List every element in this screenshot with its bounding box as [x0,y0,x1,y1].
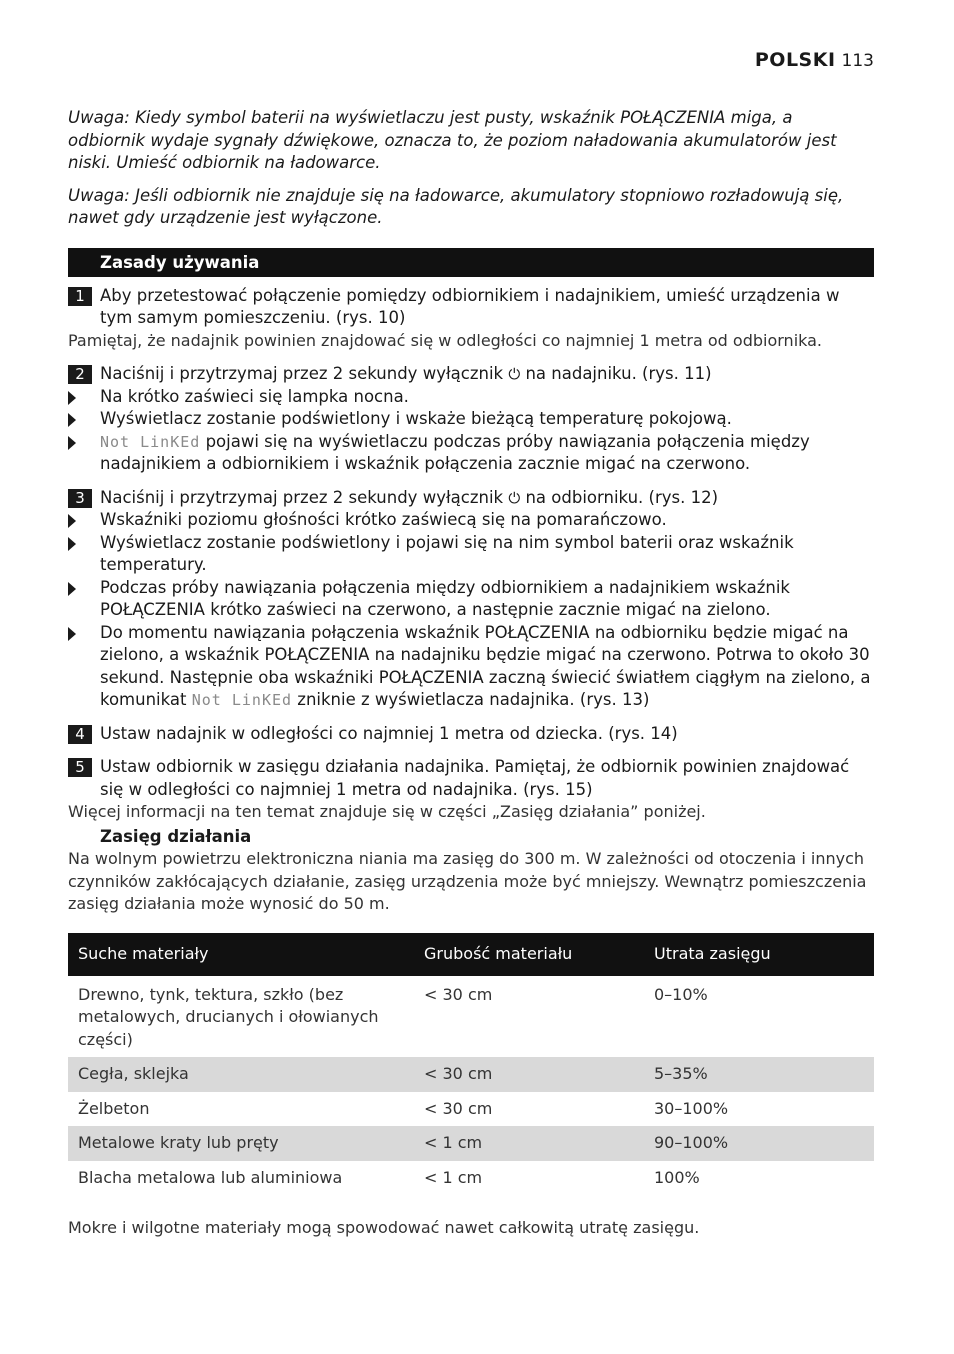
page-header [755,49,874,71]
bullet-item [68,431,874,476]
triangle-bullet-icon [68,514,76,528]
table-cell: Żelbeton [78,1098,150,1118]
table-cell: < 30 cm [424,1098,493,1118]
bullet-item [68,408,874,431]
step-number: 5 [68,758,92,777]
bullet-text: Podczas próby nawiązania połączenia między odbiornikiem a nadajnikiem wskaźnik POŁĄCZENIA krótko zaświeci na czerwono, a następnie zacznie migać na zielono. [100,577,790,619]
note-discharge: Uwaga: Jeśli odbiornik nie znajduje się na ładowarce, akumulatory stopniowo rozładowują się, nawet gdy urządzenie jest wyłączone. [68,185,844,227]
table-row [68,1126,874,1161]
footer-note: Mokre i wilgotne materiały mogą spowodować nawet całkowitą utratę zasięgu. [68,1218,700,1237]
table-cell: < 30 cm [414,1057,644,1092]
table-cell: Cegła, sklejka [68,1057,414,1092]
step-number: 4 [68,725,92,744]
table-cell: < 30 cm [424,984,493,1004]
table-cell: Blacha metalowa lub aluminiowa [78,1167,343,1187]
page-number: 113 [841,51,874,71]
table-cell: 90–100% [644,1126,874,1161]
step-2 [68,363,874,386]
bullet-item [68,622,874,712]
triangle-bullet-icon [68,582,76,596]
table-row [68,1161,874,1196]
bullet-text: Na krótko zaświeci się lampka nocna. [100,386,409,406]
triangle-bullet-icon [68,537,76,551]
bullet-item [68,532,874,577]
table-row [68,1092,874,1127]
triangle-bullet-icon [68,391,76,405]
range-subheading: Zasięg działania [100,826,252,846]
bullet-item [68,386,874,409]
table-cell: < 1 cm [424,1167,483,1187]
table-cell: Metalowe kraty lub pręty [68,1126,414,1161]
lcd-message: Not LinKEd [100,432,201,451]
step-5-followup: Więcej informacji na ten temat znajduje się w części „Zasięg działania” poniżej. [68,802,706,821]
bullet-item [68,509,874,532]
bullet-text: Wskaźniki poziomu głośności krótko zaświecą się na pomarańczowo. [100,510,667,529]
step-1 [68,285,874,330]
step-text: Aby przetestować połączenie pomiędzy odbiornikiem i nadajnikiem, umieść urządzenia w tym samym pomieszczeniu. (rys. 10) [100,285,840,327]
bullet-item [68,577,874,622]
lcd-message: Not LinKEd [191,691,293,709]
triangle-bullet-icon [68,413,76,427]
bullet-text: pojawi się na wyświetlaczu podczas próby nawiązania połączenia między nadajnikiem a odbiornikiem i wskaźnik połączenia zacznie migać na czerwono. [100,431,810,473]
step-text-b: na odbiorniku. (rys. 12) [525,487,719,507]
step-text-a: Naciśnij i przytrzymaj przez 2 sekundy wyłącznik [100,487,504,507]
step-text-a: Naciśnij i przytrzymaj przez 2 sekundy wyłącznik [100,364,504,383]
column-header: Utrata zasięgu [644,933,874,976]
power-icon: ⏻ [508,488,521,507]
triangle-bullet-icon [68,627,76,641]
column-header: Suche materiały [68,933,414,976]
table-cell: < 1 cm [414,1126,644,1161]
range-loss-table [68,933,874,1196]
section-title-bar: Zasady używania [68,248,874,277]
table-cell: 0–10% [654,984,708,1004]
step-number: 1 [68,287,92,306]
table-cell: Drewno, tynk, tektura, szkło (bez metalowych, drucianych i ołowianych części) [78,984,379,1049]
bullet-text-b: zniknie z wyświetlacza nadajnika. (rys. 13) [297,690,650,709]
note-low-battery: Uwaga: Kiedy symbol baterii na wyświetlaczu jest pusty, wskaźnik POŁĄCZENIA miga, a odbiornik wydaje sygnały dźwiękowe, oznacza to, że poziom naładowania akumulatorów jest niski. Umieść odbiornik na ładowarce. [68,108,837,172]
bullet-text-a: Do momentu nawiązania połączenia wskaźnik POŁĄCZENIA na odbiorniku będzie migać na zielono, a wskaźnik POŁĄCZENIA na nadajniku będzie migać na czerwono. Potrwa to około 30 sekund. Następnie oba wskaźniki POŁĄCZENIA zaczną świecić światłem ciągłym na zielono, a komunikat [100,622,871,709]
page-content [68,107,874,1240]
step-5 [68,756,874,801]
step-4 [68,723,874,746]
triangle-bullet-icon [68,436,76,450]
table-row [68,1057,874,1092]
step-text: Ustaw odbiornik w zasięgu działania nadajnika. Pamiętaj, że odbiornik powinien znajdować się w odległości co najmniej 1 metra od nadajnika. (rys. 15) [100,757,850,799]
table-header-row [68,933,874,976]
step-text: Ustaw nadajnik w odległości co najmniej 1 metra od dziecka. (rys. 14) [100,723,678,743]
table-row [68,976,874,1058]
table-cell: 100% [654,1167,700,1187]
table-cell: 5–35% [644,1057,874,1092]
step-number: 2 [68,365,92,384]
column-header: Grubość materiału [414,933,644,976]
power-icon: ⏻ [508,365,521,383]
table-cell: 30–100% [654,1098,729,1118]
step-text-b: na nadajniku. (rys. 11) [525,364,712,383]
range-text: Na wolnym powietrzu elektroniczna niania ma zasięg do 300 m. W zależności od otoczenia i innych czynników zakłócających działanie, zasięg urządzenia może być mniejszy. Wewnątrz pomieszczenia zasięg działania może wynosić do 50 m. [68,849,867,913]
bullet-text: Wyświetlacz zostanie podświetlony i wskaże bieżącą temperaturę pokojową. [100,409,732,428]
step-number: 3 [68,489,92,508]
step-1-followup: Pamiętaj, że nadajnik powinien znajdować się w odległości co najmniej 1 metra od odbiornika. [68,330,823,350]
language-label: POLSKI [754,49,836,71]
step-3 [68,487,874,510]
bullet-text: Wyświetlacz zostanie podświetlony i pojawi się na nim symbol baterii oraz wskaźnik temperatury. [100,532,794,574]
